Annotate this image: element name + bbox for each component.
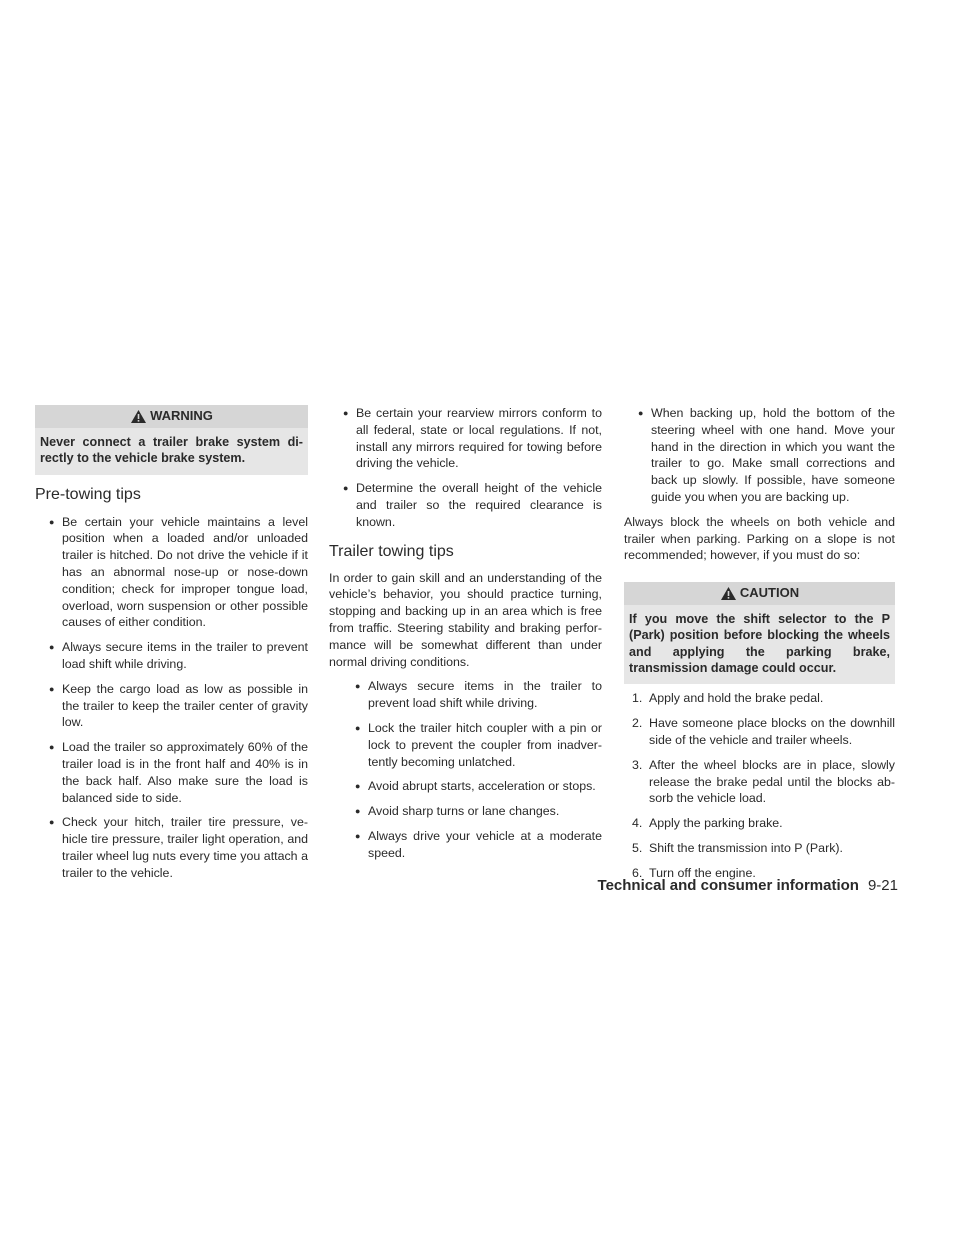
column-right	[624, 405, 895, 882]
pretowing-list-continued	[329, 405, 602, 531]
list-item: ● Load the trailer so approximately 60% of the trailer load is in the front half and 40% is in the back half. Also make sure the load is balanced side to side.	[49, 740, 308, 805]
pretowing-list	[35, 514, 308, 882]
bullet-icon: ●	[49, 642, 55, 653]
step-item: 4. Apply the parking brake.	[632, 816, 783, 831]
list-item: ● Avoid sharp turns or lane changes.	[355, 804, 560, 819]
page-footer	[598, 877, 898, 894]
bullet-icon: ●	[49, 516, 55, 527]
warning-header	[35, 405, 308, 428]
caution-header	[624, 582, 895, 605]
warning-triangle-icon	[130, 409, 147, 424]
towing-list-continued	[624, 405, 895, 506]
step-item: 5. Shift the transmission into P (Park).	[632, 840, 843, 855]
bullet-icon: ●	[49, 683, 55, 694]
list-item: ● Lock the trailer hitch coupler with a pin or lock to prevent the coupler from inadver-tently becoming unlatched.	[355, 720, 602, 769]
bullet-icon: ●	[49, 742, 55, 753]
step-item: 2. Have someone place blocks on the downhill side of the vehicle and trailer wheels.	[632, 716, 895, 747]
bullet-icon: ●	[343, 408, 349, 418]
list-item: ● Always drive your vehicle at a moderate speed.	[355, 828, 602, 860]
warning-heading: WARNING	[150, 408, 213, 424]
towing-heading: Trailer towing tips	[329, 542, 454, 560]
bullet-icon: ●	[355, 681, 361, 692]
bullet-icon: ●	[343, 483, 349, 494]
list-item: ● When backing up, hold the bottom of the steering wheel with one hand. Move your hand in the direction in which you want the trailer to go. Make small corrections and back up slowly. If possible, have someone guide you when you are backing up.	[638, 406, 895, 504]
list-item: ● Determine the overall height of the vehicle and trailer so the required clearance is known.	[343, 481, 602, 529]
list-item: ● Be certain your vehicle maintains a level position when a loaded and/or unloaded trailer is hitched. Do not drive the vehicle if it has an abnormal nose-up or nose-down condition; check for improper tongue load, overload, worn suspension or other possible causes of either condition.	[49, 514, 308, 630]
warning-text: Never connect a trailer brake system di-rectly to the vehicle brake system.	[40, 435, 303, 466]
bullet-icon: ●	[355, 830, 361, 841]
warning-box	[35, 405, 308, 475]
column-middle	[329, 405, 602, 862]
list-item: ● Check your hitch, trailer tire pressure, ve-hicle tire pressure, trailer light operation, and trailer wheel lug nuts every time you attach a trailer to the vehicle.	[49, 815, 308, 880]
towing-intro: In order to gain skill and an understanding of the vehicle’s behavior, you should practice turning, stopping and backing up in an area which is free from traffic. Steering stability and braking perfor-mance will be somewhat different than under normal driving conditions.	[329, 570, 602, 669]
bullet-icon: ●	[355, 722, 361, 733]
list-item: ● Always secure items in the trailer to prevent load shift while driving.	[355, 679, 602, 711]
column-left	[35, 405, 308, 882]
list-item: ● Keep the cargo load as low as possible in the trailer to keep the trailer center of gravity low.	[49, 681, 308, 730]
caution-text: If you move the shift selector to the P (Park) position before blocking the wheels and applying the parking brake, transmission damage could occur.	[629, 612, 890, 676]
caution-heading: CAUTION	[739, 585, 800, 601]
parking-text: Always block the wheels on both vehicle and trailer when parking. Parking on a slope is not recommended; however, if you must do so:	[624, 514, 895, 563]
list-item: ● Always secure items in the trailer to prevent load shift while driving.	[49, 640, 308, 671]
bullet-icon: ●	[355, 781, 361, 792]
parking-steps	[624, 690, 895, 881]
footer-section-title: Technical and consumer information	[597, 877, 859, 894]
step-item: 3. After the wheel blocks are in place, slowly release the brake pedal until the blocks ab-sorb the vehicle load.	[632, 757, 895, 806]
caution-box	[624, 582, 895, 684]
towing-list	[329, 678, 602, 861]
warning-triangle-icon	[720, 586, 737, 601]
page-number: 9-21	[867, 877, 898, 894]
step-item: 6. Turn off the engine.	[632, 865, 756, 880]
pretowing-heading: Pre-towing tips	[35, 485, 141, 503]
bullet-icon: ●	[638, 408, 644, 418]
list-item: ● Be certain your rearview mirrors conform to all federal, state or local regulations. If not, install any mirrors required for towing before driving the vehicle.	[343, 406, 602, 471]
bullet-icon: ●	[355, 806, 361, 817]
list-item: ● Avoid abrupt starts, acceleration or stops.	[355, 779, 596, 794]
step-item: 1. Apply and hold the brake pedal.	[632, 691, 824, 706]
bullet-icon: ●	[49, 817, 55, 828]
